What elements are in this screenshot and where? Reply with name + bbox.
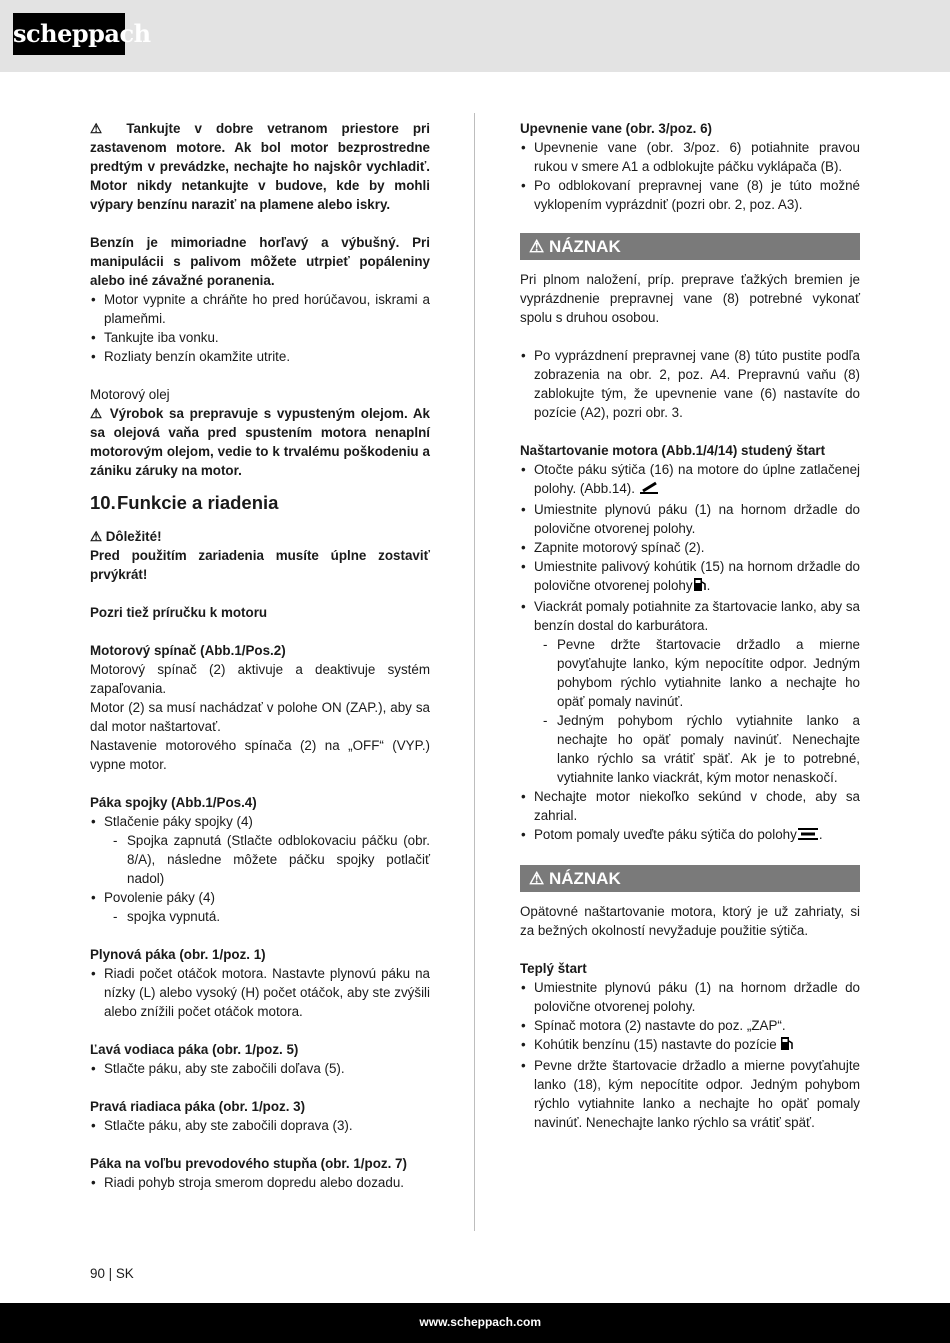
left-lever-title: Ľavá vodiaca páka (obr. 1/poz. 5) <box>90 1042 299 1057</box>
important-text: Pred použitím zariadenia musíte úplne zostaviť prvýkrát! <box>90 548 430 582</box>
fuel-warning: ⚠ Tankujte v dobre vetranom priestore pri zastavenom motore. Ak bol motor bezprostredne predtým v prevádzke, nechajte ho najskôr vychladiť. Motor nikdy netankujte v budove, kde by mohli výpary benzínu naraziť na plamene alebo iskry. <box>90 121 430 212</box>
page-footer <box>0 1303 950 1343</box>
sub-item: - Pevne držte štartovacie držadlo a mierne povyťahujte lanko, kým nepocítite odpor. Jedným pohybom rýchlo vytiahnite lanko a nechajte ho opäť pomaly navinúť. <box>520 635 860 711</box>
section-title: Funkcie a riadenia <box>117 492 279 513</box>
list-item: • Otočte páku sýtiča (16) na motore do úplne zatlačenej polohy. (Abb.14). <box>520 460 860 500</box>
list-item: • Motor vypnite a chráňte ho pred horúčavou, iskrami a plameňmi. <box>90 290 430 328</box>
list-item: • Rozliaty benzín okamžite utrite. <box>90 347 430 366</box>
fuel-open-icon <box>780 1036 794 1056</box>
notice-banner: ⚠ NÁZNAK <box>520 865 860 892</box>
page-number: 90 | SK <box>90 1266 134 1281</box>
list-item: • Po odblokovaní prepravnej vane (8) je túto možné vyklopením vyprázdniť (pozri obr. 2, poz. A3). <box>520 176 860 214</box>
list-item: • Kohútik benzínu (15) nastavte do pozície <box>520 1035 860 1056</box>
list-item: • Zapnite motorový spínač (2). <box>520 538 860 557</box>
see-manual: Pozri tiež príručku k motoru <box>90 605 268 620</box>
left-column <box>90 119 430 1192</box>
list-item: • Pevne držte štartovacie držadlo a mierne povyťahujte lanko (18), kým nepocítite odpor. Jedným pohybom rýchlo vytiahnite lanko a nechajte ho opäť pomaly navinúť. Nenechajte lanko rýchlo sa vrátiť späť. <box>520 1056 860 1132</box>
website-link[interactable]: www.scheppach.com <box>419 1315 541 1329</box>
warm-start-title: Teplý štart <box>520 961 587 976</box>
right-column <box>520 119 860 1132</box>
petrol-warning: Benzín je mimoriadne horľavý a výbušný. Pri manipulácii s palivom môžete utrpieť popáleniny alebo iné závažné poranenia. <box>90 235 430 288</box>
notice-text: Pri plnom naložení, príp. preprave ťažkých bremien je vyprázdnenie prepravnej vane (8) potrebné vykonať spolu s druhou osobou. <box>520 272 860 325</box>
section-number: 10. <box>90 492 116 513</box>
tub-title: Upevnenie vane (obr. 3/poz. 6) <box>520 121 712 136</box>
list-item: • Nechajte motor niekoľko sekúnd v chode, aby sa zahrial. <box>520 787 860 825</box>
oil-warning: ⚠ Výrobok sa prepravuje s vypusteným olejom. Ak sa olejová vaňa pred spustením motora nenaplní motorovým olejom, vedie to k trvalému poškodeniu a zániku záruky na motor. <box>90 406 430 478</box>
gear-title: Páka na voľbu prevodového stupňa (obr. 1/poz. 7) <box>90 1156 407 1171</box>
list-item: • Stlačte páku, aby ste zabočili doľava (5). <box>90 1059 430 1078</box>
list-item: • Umiestnite plynovú páku (1) na hornom držadle do polovične otvorenej polohy. <box>520 978 860 1016</box>
list-item: • Umiestnite palivový kohútik (15) na hornom držadle do polovične otvorenej polohy . <box>520 557 860 597</box>
list-item: • Riadi počet otáčok motora. Nastavte plynovú páku na nízky (L) alebo vysoký (H) počet otáčok, aby ste zvýšili alebo znížili počet otáčok motora. <box>90 964 430 1021</box>
list-item: • Potom pomaly uveďte páku sýtiča do polohy . <box>520 825 860 846</box>
list-item: • Tankujte iba vonku. <box>90 328 430 347</box>
choke-open-icon <box>797 827 819 846</box>
column-divider <box>474 113 475 1231</box>
list-item: • Stlačte páku, aby ste zabočili doprava (3). <box>90 1116 430 1135</box>
throttle-title: Plynová páka (obr. 1/poz. 1) <box>90 947 266 962</box>
clutch-title: Páka spojky (Abb.1/Pos.4) <box>90 795 257 810</box>
oil-label: Motorový olej <box>90 387 170 402</box>
paragraph: Motorový spínač (2) aktivuje a deaktivuje systém zapaľovania. <box>90 662 430 696</box>
sub-item: - Spojka zapnutá (Stlačte odblokovaciu páčku (obr. 8/A), následne môžete páčku spojky potlačiť nadol) <box>90 831 430 888</box>
sub-item: - spojka vypnutá. <box>90 907 430 926</box>
list-item: • Viackrát pomaly potiahnite za štartovacie lanko, aby sa benzín dostal do karburátora. <box>520 597 860 635</box>
list-item: • Spínač motora (2) nastavte do poz. „ZAP“. <box>520 1016 860 1035</box>
list-item: • Upevnenie vane (obr. 3/poz. 6) potiahnite pravou rukou v smere A1 a odblokujte páčku vyklápača (B). <box>520 138 860 176</box>
fuel-half-open-icon <box>693 577 707 597</box>
section-heading <box>90 491 430 515</box>
list-item: • Riadi pohyb stroja smerom dopredu alebo dozadu. <box>90 1173 430 1192</box>
notice-banner: ⚠ NÁZNAK <box>520 233 860 260</box>
list-item: • Povolenie páky (4) <box>90 888 430 907</box>
sub-item: - Jedným pohybom rýchlo vytiahnite lanko a nechajte ho opäť pomaly navinúť. Nenechajte lanko rýchlo sa vrátiť späť. Ak je to potrebné, vytiahnite lanko viackrát, kým motor nenaskočí. <box>520 711 860 787</box>
scheppach-logo: scheppach <box>13 13 125 55</box>
paragraph: Motor (2) sa musí nachádzať v polohe ON (ZAP.), aby sa dal motor naštartovať. <box>90 700 430 734</box>
paragraph: Nastavenie motorového spínača (2) na „OFF“ (VYP.) vypne motor. <box>90 738 430 772</box>
right-lever-title: Pravá riadiaca páka (obr. 1/poz. 3) <box>90 1099 306 1114</box>
list-item: • Umiestnite plynovú páku (1) na hornom držadle do polovične otvorenej polohy. <box>520 500 860 538</box>
page-header <box>0 0 950 72</box>
list-item: • Stlačenie páky spojky (4) <box>90 812 430 831</box>
cold-start-title: Naštartovanie motora (Abb.1/4/14) studený štart <box>520 443 826 458</box>
list-item: • Po vyprázdnení prepravnej vane (8) túto pustite podľa zobrazenia na obr. 2, poz. A4. Prepravnú vaňu (8) zablokujte tým, že upevnenie vane (6) nastavíte do pozície (A2), pozri obr. 3. <box>520 346 860 422</box>
notice-text: Opätovné naštartovanie motora, ktorý je už zahriaty, si za bežných okolností nevyžaduje použitie sýtiča. <box>520 904 860 938</box>
choke-closed-icon <box>639 481 659 500</box>
switch-title: Motorový spínač (Abb.1/Pos.2) <box>90 643 286 658</box>
important-label: ⚠ Dôležité! <box>90 529 162 544</box>
